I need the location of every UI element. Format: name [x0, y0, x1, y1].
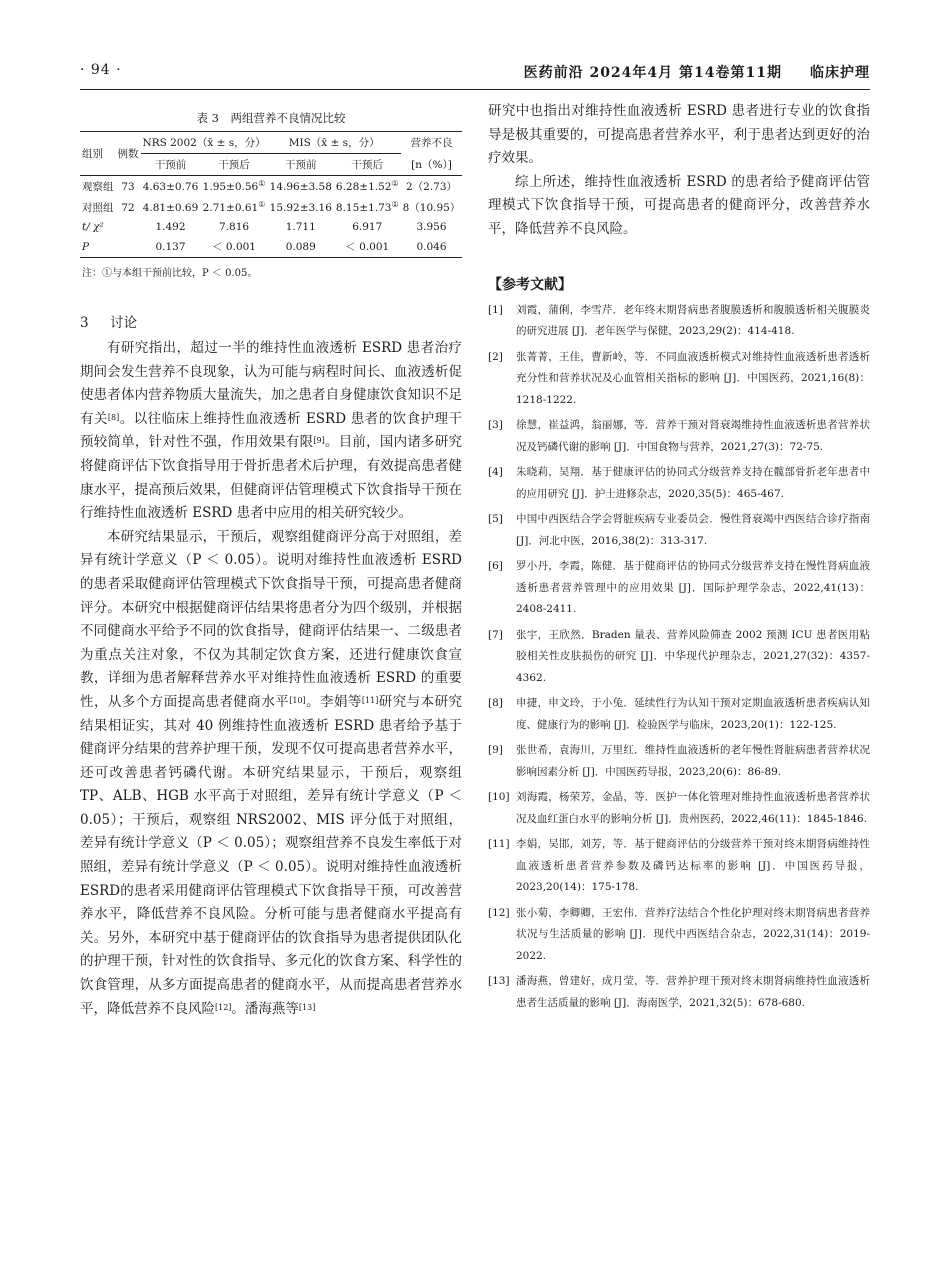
row-mis-after	[334, 197, 401, 218]
citation: [13]	[298, 1002, 316, 1012]
reference-item	[488, 625, 870, 690]
table-row	[80, 197, 462, 218]
reference-item	[488, 462, 870, 505]
row-nrs-after	[200, 197, 267, 218]
citation: [8]	[107, 412, 120, 422]
ref-number: [4]	[488, 466, 503, 479]
table-row	[80, 236, 462, 258]
ref-text: 张菁菁，王佳，曹新岭，等．不同血液透析模式对维持性血液透析患者透析充分性和营养状况及心血管相关指标的影响 [J]．中国医药，2021,16(8)：1218-1222.	[516, 350, 870, 406]
ref-text: 潘海燕，曾建好，成月莹，等．营养护理干预对终末期肾病维持性血液透析患者生活质量的影响 [J]．海南医学，2021,32(5)：678-680.	[516, 975, 870, 1009]
ref-text: 刘海霞，杨荣芳，金晶，等．医护一体化管理对维持性血液透析患者营养状况及血红蛋白水平的影响分析 [J]．贵州医药，2022,46(11)：1845-1846.	[516, 791, 870, 825]
row-nrs-before: 4.63±0.76	[141, 176, 201, 198]
reference-item	[488, 415, 870, 458]
row-nrs-before: 0.137	[141, 236, 201, 258]
col-n-header: 例数	[116, 132, 141, 176]
row-group: 对照组	[82, 202, 114, 214]
cell-value: 2.71±0.61	[202, 201, 259, 214]
ref-number: [8]	[488, 697, 503, 710]
row-n	[116, 218, 141, 236]
row-mis-after	[334, 176, 401, 198]
reference-item	[488, 903, 870, 968]
reference-item	[488, 509, 870, 552]
header-rule	[80, 89, 870, 90]
mis-header: MIS（x̄ ± s，分）	[268, 132, 401, 154]
row-n: 72	[121, 201, 135, 214]
row-group: 观察组	[80, 176, 116, 198]
footnote-mark: ①	[391, 178, 399, 188]
journal-info	[524, 62, 870, 82]
reference-list	[488, 300, 870, 1015]
mis-before-header: 干预前	[268, 154, 334, 176]
row-nrs-after: ＜ 0.001	[200, 236, 267, 258]
reference-item	[488, 693, 870, 736]
text-run: 。目前，国内诸多研究将健商评估下饮食指导用于骨折患者术后护理，有效提高患者健康水平，提高预后效果，但健商评估管理模式下饮食指导干预在行维持性血液透析 ESRD 患者中应用的相关研究较少。	[80, 434, 463, 522]
text-run: 本研究结果显示，干预后，观察组健商评分高于对照组，差异有统计学意义（P ＜ 0.05）。说明对维持性血液透析 ESRD 的患者采取健商评估管理模式下饮食指导干预，可提高患者健商评分。本研究中根据健商评估结果将患者分为四个级别，并根据不同健商水平给予不同的饮食指导，健商评估结果一、二级患者为重点关注对象，不仅为其制定饮食方案，还进行健康饮食宣教，详细为患者解释营养水平对维持性血液透析 ESRD 的重要性，从多个方面提高患者健商水平	[80, 528, 462, 710]
ref-number: [9]	[488, 744, 503, 757]
reference-item	[488, 347, 870, 412]
text-run: 。潘海燕等	[231, 1000, 299, 1017]
journal-section: 临床护理	[810, 65, 870, 81]
right-column	[488, 100, 870, 1018]
references-heading: 【参考文献】	[488, 276, 572, 293]
ref-text: 李娟，吴邯，刘芳，等．基于健商评估的分级营养干预对终末期肾病维持性血液透析患者营养参数及磷钙达标率的影响 [J]．中国医药导报，2023,20(14)：175-178.	[516, 838, 870, 894]
nrs-after-header: 干预后	[200, 154, 267, 176]
paragraph	[488, 171, 870, 242]
ref-number: [3]	[488, 419, 503, 432]
row-mis-after: ＜ 0.001	[334, 236, 401, 258]
row-group: t/ χ²	[82, 221, 104, 233]
ref-number: [12]	[488, 906, 510, 919]
mis-after-header: 干预后	[334, 154, 401, 176]
section-number: 3	[80, 315, 89, 331]
ref-number: [5]	[488, 513, 503, 526]
ref-text: 张世希，袁海川，万里红．维持性血液透析的老年慢性肾脏病患者营养状况影响因素分析 [J]．中国医药导报，2023,20(6)：86-89.	[516, 744, 870, 778]
footnote-mark: ①	[258, 178, 266, 188]
reference-item	[488, 787, 870, 830]
paragraph	[80, 337, 462, 526]
ref-number: [13]	[488, 975, 510, 988]
row-n: 73	[116, 176, 141, 198]
row-malnut: 2（2.73）	[401, 176, 463, 198]
row-malnut: 3.956	[416, 221, 447, 233]
table-note: 注：①与本组干预前比较，P ＜ 0.05。	[82, 268, 258, 279]
text-run: 。李娟等	[305, 693, 362, 710]
ref-text: 申捷，申文玲，于小兔．延续性行为认知干预对定期血液透析患者疾病认知度、健康行为的影响 [J]．检验医学与临床，2023,20(1)：122-125.	[516, 697, 870, 731]
table-row	[80, 176, 462, 198]
table-3	[80, 131, 462, 258]
ref-text: 张宇，王欣然．Braden 量表、营养风险筛查 2002 预测 ICU 患者医用粘胶相关性皮肤损伤的研究 [J]．中华现代护理杂志，2021,27(32)：4357-4362.	[516, 628, 870, 684]
section-heading	[80, 311, 462, 331]
journal-title: 医药前沿 2024年4月 第14卷第11期	[523, 65, 782, 81]
page-number: · 94 ·	[80, 62, 122, 78]
row-malnut: 8（10.95）	[402, 202, 461, 214]
ref-number: [1]	[488, 303, 503, 316]
ref-number: [7]	[488, 628, 503, 641]
row-nrs-after	[200, 176, 267, 198]
row-mis-before: 15.92±3.16	[269, 201, 332, 214]
text-run: 有研究指出，超过一半的维持性血液透析 ESRD 患者治疗期间会发生营养不良现象，认为可能与病程时间长、血液透析促使患者体内营养物质大量流失，加之患者自身健康饮食知识不足有关	[80, 340, 462, 427]
nrs-header: NRS 2002（x̄ ± s，分）	[141, 132, 268, 154]
citation: [9]	[313, 436, 325, 446]
reference-item	[488, 834, 870, 899]
row-malnut: 0.046	[401, 236, 463, 258]
citation: [11]	[361, 695, 379, 705]
row-mis-before: 1.711	[285, 221, 316, 233]
table-row	[80, 218, 462, 236]
row-mis-before: 14.96±3.58	[268, 176, 334, 198]
ref-text: 张小菊，李卿卿，王宏伟．营养疗法结合个性化护理对终末期肾病患者营养状况与生活质量的影响 [J]．现代中西医结合杂志，2022,31(14)：2019-2022.	[516, 906, 870, 962]
row-nrs-before: 4.81±0.69	[142, 201, 199, 214]
ref-text: 罗小丹，李霞，陈健．基于健商评估的协同式分级营养支持在慢性肾病血液透析患者营养管理中的应用效果 [J]．国际护理学杂志，2022,41(13)：2408-2411.	[516, 560, 870, 616]
cell-value: 8.15±1.73	[335, 201, 392, 214]
ref-number: [11]	[488, 838, 510, 851]
table-caption: 表 3 两组营养不良情况比较	[196, 111, 346, 125]
text-run: 综上所述，维持性血液透析 ESRD 的患者给予健商评估管理模式下饮食指导干预，可提高患者的健商评分，改善营养水平，降低营养不良风险。	[488, 173, 870, 237]
left-column	[80, 100, 462, 1021]
malnut-unit: [n（%）]	[411, 158, 452, 171]
ref-text: 中国中西医结合学会肾脏疾病专业委员会．慢性肾衰竭中西医结合诊疗指南 [J]．河北中医，2016,38(2)：313-317.	[516, 513, 870, 547]
row-n	[116, 236, 141, 258]
cell-value: 1.95±0.56	[202, 180, 259, 193]
citation: [10]	[289, 695, 306, 705]
reference-item	[488, 740, 870, 783]
ref-text: 刘霞，蒲俐，李雪芹．老年终末期肾病患者腹膜透析和腹膜透析相关腹膜炎的研究进展 [J]．老年医学与保健，2023,29(2)：414-418.	[516, 303, 870, 338]
text-run: 。以往临床上维持性血液透析 ESRD 患者的饮食护理干预较简单，针对性不强，作用效果有限	[80, 410, 462, 451]
col-group-header: 组别	[80, 132, 116, 176]
section-title: 讨论	[110, 315, 137, 331]
paragraph-continued	[488, 100, 870, 171]
row-mis-before: 0.089	[268, 236, 334, 258]
ref-number: [10]	[488, 791, 510, 804]
paragraph	[80, 526, 462, 1021]
reference-item	[488, 556, 870, 621]
cell-value: 6.28±1.52	[335, 180, 392, 193]
row-mis-after: 6.917	[352, 221, 383, 233]
footnote-mark: ①	[391, 199, 399, 209]
row-nrs-after: 7.816	[219, 221, 250, 233]
nrs-before-header: 干预前	[141, 154, 201, 176]
row-nrs-before: 1.492	[155, 221, 186, 233]
citation: [12]	[215, 1002, 232, 1012]
text-run: 研究中也指出对维持性血液透析 ESRD 患者进行专业的饮食指导是极其重要的，可提高患者营养水平，利于患者达到更好的治疗效果。	[488, 103, 870, 167]
text-run: 研究与本研究结果相证实，其对 40 例维持性血液透析 ESRD 患者给予基于健商评分结果的营养护理干预，发现不仅可提高患者营养水平，还可改善患者钙磷代谢。本研究结果显示，干预后，观察组 TP、ALB、HGB 水平高于对照组，差异有统计学意义（P ＜ 0.05）；干预后，观察组 NRS2002、MIS 评分低于对照组，差异有统计学意义（P ＜ 0.05）；观察组营养不良发生率低于对照组，差异有统计学意义（P ＜ 0.05）。说明对维持性血液透析ESRD的患者采用健商评估管理模式下饮食指导干预，可改善营养水平，降低营养不良风险。分析可能与患者健商水平提高有关。另外，本研究中基于健商评估的饮食指导为患者提供团队化的护理干预，针对性的饮食指导、多元化的饮食方案、科学性的饮食管理，从多方面提高患者的健商水平，从而提高患者营养水平，降低营养不良风险	[80, 693, 463, 1017]
ref-number: [6]	[488, 560, 503, 573]
reference-item	[488, 300, 870, 343]
footnote-mark: ①	[258, 199, 266, 209]
malnut-header: 营养不良	[401, 132, 463, 154]
page-header	[80, 62, 870, 86]
ref-text: 朱晓莉，吴翔．基于健康评估的协同式分级营养支持在髋部骨折老年患者中的应用研究 [J]．护士进修杂志，2020,35(5)：465-467.	[516, 466, 870, 500]
reference-item	[488, 971, 870, 1014]
row-group: P	[80, 236, 116, 258]
ref-text: 徐慧，崔益鸿，翁丽娜，等．营养干预对肾衰竭维持性血液透析患者营养状况及钙磷代谢的影响 [J]．中国食物与营养，2021,27(3)：72-75.	[516, 419, 870, 453]
ref-number: [2]	[488, 350, 503, 363]
